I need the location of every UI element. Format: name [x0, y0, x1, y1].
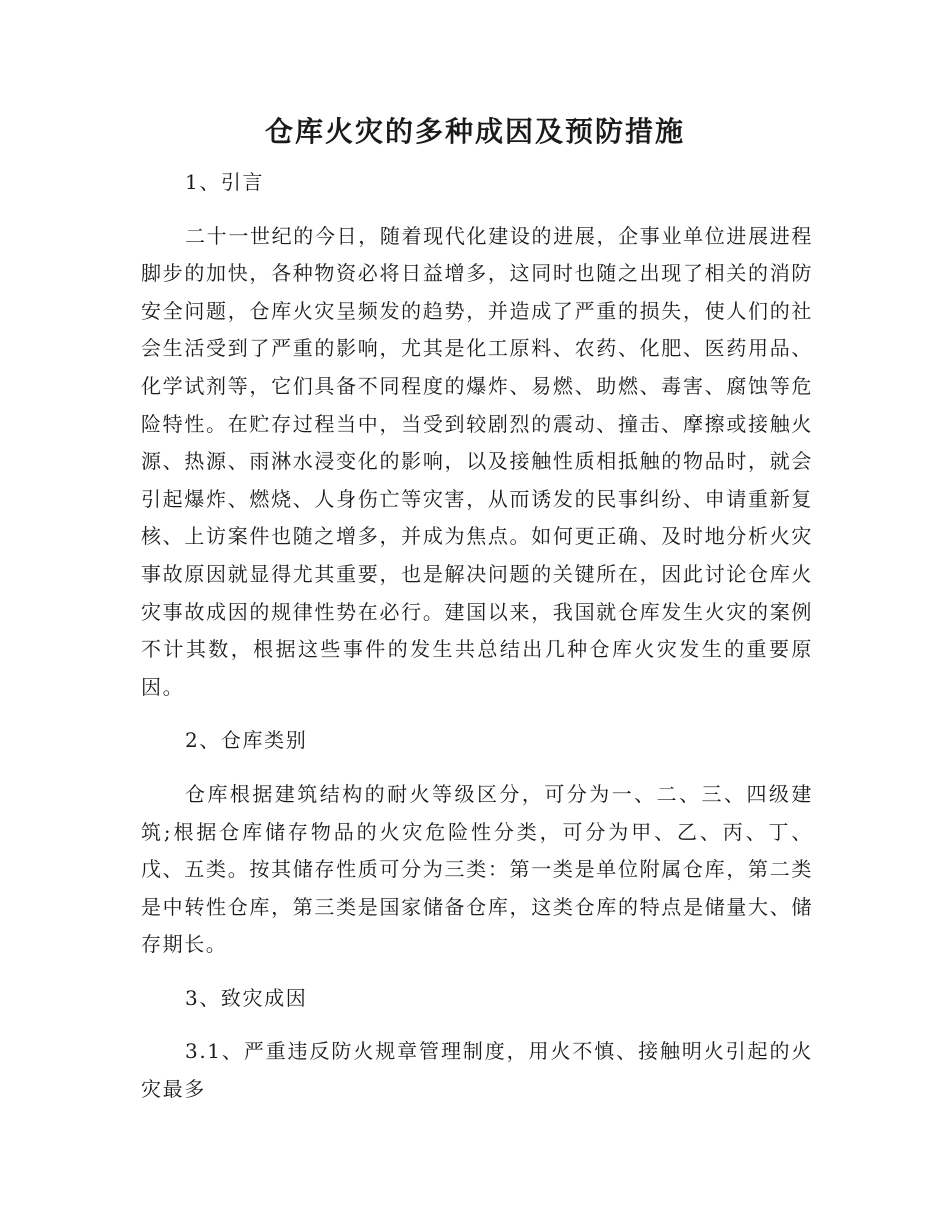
- paragraph-fire-cause-3-1: 3.1、严重违反防火规章管理制度，用火不慎、接触明火引起的火灾最多: [141, 1039, 813, 1102]
- document-title: 仓库火灾的多种成因及预防措施: [264, 115, 685, 148]
- document-body: [141, 164, 813, 1109]
- paragraph-introduction: 二十一世纪的今日，随着现代化建设的进展，企事业单位进展进程脚步的加快，各种物资必将日益增多，这同时也随之出现了相关的消防安全问题，仓库火灾呈频发的趋势，并造成了严重的损失，使人们的社会生活受到了严重的影响，尤其是化工原料、农药、化肥、医药用品、化学试剂等，它们具备不同程度的爆炸、易燃、助燃、毒害、腐蚀等危险特性。在贮存过程当中，当受到较剧烈的震动、撞击、摩擦或接触火源、热源、雨淋水浸变化的影响，以及接触性质相抵触的物品时，就会引起爆炸、燃烧、人身伤亡等灾害，从而诱发的民事纠纷、申请重新复核、上访案件也随之增多，并成为焦点。如何更正确、及时地分析火灾事故原因就显得尤其重要，也是解决问题的关键所在，因此讨论仓库火灾事故成因的规律性势在必行。建国以来，我国就仓库发生火灾的案例不计其数，根据这些事件的发生共总结出几种仓库火灾发生的重要原因。: [141, 223, 813, 699]
- paragraph-warehouse-categories: 仓库根据建筑结构的耐火等级区分，可分为一、二、三、四级建筑;根据仓库储存物品的火灾危险性分类，可分为甲、乙、丙、丁、戊、五类。按其储存性质可分为三类：第一类是单位附属仓库，第二类是中转性仓库，第三类是国家储备仓库，这类仓库的特点是储量大、储存期长。: [141, 781, 813, 957]
- section-heading-warehouse-categories: 2、仓库类别: [185, 728, 308, 753]
- section-heading-introduction: 1、引言: [185, 170, 265, 194]
- section-heading-fire-causes: 3、致灾成因: [185, 985, 308, 1010]
